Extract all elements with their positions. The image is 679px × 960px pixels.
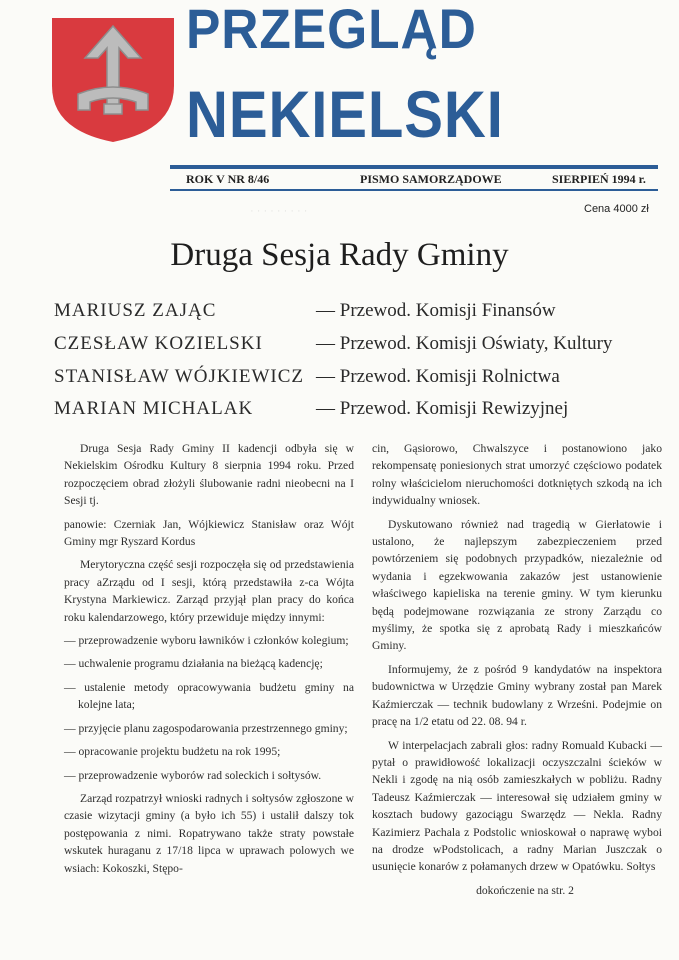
article-title: Druga Sesja Rady Gminy	[170, 237, 509, 273]
masthead-line1: PRZEGLĄD	[186, 0, 477, 60]
article-column-left	[64, 440, 354, 883]
continued-note: dokończenie na str. 2	[476, 883, 574, 897]
paragraph: Dyskutowano również nad tragedią w Gierłatowie i ustalono, że najlepszym zabezpieczeniem przed powtórzeniem się podobnych przypadków, niezależnie od wydania i egzekwowania zakazów jest ustanowienie właściwego kapieliska na terenie gminy. W tym kierunku będą podejmowane rozwiązania ze strony Zarządu co myślimy, że spotka się z aprobatą Rady i mieszkańców Gminy.	[372, 517, 662, 653]
officer-role: — Przewod. Komisji Rewizyjnej	[316, 398, 569, 419]
list-item: — opracowanie projektu budżetu na rok 1995;	[64, 743, 354, 760]
list-item: — ustalenie metody opracowywania budżetu gminy na kolejne lata;	[64, 679, 354, 714]
officer-row	[0, 333, 679, 359]
officer-row	[0, 300, 679, 326]
masthead-rule-top	[170, 165, 658, 169]
paragraph: Merytoryczna część sesji rozpoczęła się od przedstawienia pracy aZrządu od I sesji, którą przedstawiła z-ca Wójta Krystyna Markiewicz. Zarząd przyjął plan pracy do końca roku kalendarzowego, który przewiduje między innymi:	[64, 558, 354, 624]
paragraph: Druga Sesja Rady Gminy II kadencji odbyła się w Nekielskim Ośrodku Kultury 8 sierpnia 1994 roku. Przed rozpoczęciem obrad złożyli ślubowanie radni nieobecni na I Sesji tj.	[64, 442, 354, 508]
officer-row	[0, 366, 679, 392]
show-through-text: · · · · · · · · ·	[250, 205, 308, 217]
officer-name: MARIAN MICHALAK	[54, 398, 254, 419]
issue-date: SIERPIEŃ 1994 r.	[552, 172, 646, 186]
masthead-rule-bottom	[170, 189, 658, 191]
paragraph: Zarząd rozpatrzył wnioski radnych i sołtysów zgłoszone w czasie wizytacji gminy (a było ich 55) i ustalił dalszy tok postępowania z nimi. Ropatrywano także straty powstałe wskutek huraganu z 17/18 lipca w uprawach polowych we wsiach: Kokoszki, Stępo-	[64, 791, 354, 875]
officer-name: CZESŁAW KOZIELSKI	[54, 333, 263, 354]
officer-role: — Przewod. Komisji Rolnictwa	[316, 366, 560, 387]
issue-volume: ROK V NR 8/46	[186, 172, 270, 186]
issue-price: Cena 4000 zł	[584, 203, 649, 215]
list-item: — uchwalenie programu działania na bieżącą kadencję;	[64, 655, 354, 672]
list-item: — przyjęcie planu zagospodarowania przestrzennego gminy;	[64, 720, 354, 737]
list-item: — przeprowadzenie wyborów rad soleckich i sołtysów.	[64, 767, 354, 784]
publication-type: PISMO SAMORZĄDOWE	[360, 172, 502, 186]
masthead-line2: NEKIELSKI	[186, 77, 504, 151]
officer-name: STANISŁAW WÓJKIEWICZ	[54, 366, 305, 387]
officer-name: MARIUSZ ZAJĄC	[54, 300, 217, 321]
paragraph: W interpelacjach zabrali głos: radny Romuald Kubacki — pytał o prawidłowość lokalizacji oczyszczalni ścieków w Nekli i zgodę na nią osób zamieszkałych w pobliżu. Radny Tadeusz Kaźmierczak — interesował się udziałem gminy w kosztach budowy gazociągu Swarzędz — Nekla. Radny Kazimierz Pachala z Podstolic wnioskował o naprawę wyboi na drodze wPodstolicach, a radny Marian Juszczak o usunięcie konarów z połamanych drzew w Opatówku. Sołtys	[372, 738, 662, 874]
officer-role: — Przewod. Komisji Finansów	[316, 300, 556, 321]
paragraph: panowie: Czerniak Jan, Wójkiewicz Stanisław oraz Wójt Gminy mgr Ryszard Kordus	[64, 517, 354, 549]
paragraph: Informujemy, że z pośród 9 kandydatów na inspektora budownictwa w Urzędzie Gminy wybrany został pan Marek Kaźmierczak — technik budowlany z Wrześni. Podejmie on pracę na 1/2 etatu od 22. 08. 94 r.	[372, 662, 662, 729]
list-item: — przeprowadzenie wyboru ławników i członków kolegium;	[64, 632, 354, 649]
officer-row	[0, 398, 679, 424]
coat-of-arms-icon	[48, 14, 178, 144]
officer-role: — Przewod. Komisji Oświaty, Kultury	[316, 333, 613, 354]
article-column-right	[372, 440, 662, 905]
paragraph: cin, Gąsiorowo, Chwalszyce i postanowiono jako rekompensatę poniesionych strat umorzyć częściowo podatek rolny właścicielom nieruchomości dotkniętych szkodą na ich indywidualny wniosek.	[372, 442, 662, 508]
plan-list	[64, 632, 354, 784]
